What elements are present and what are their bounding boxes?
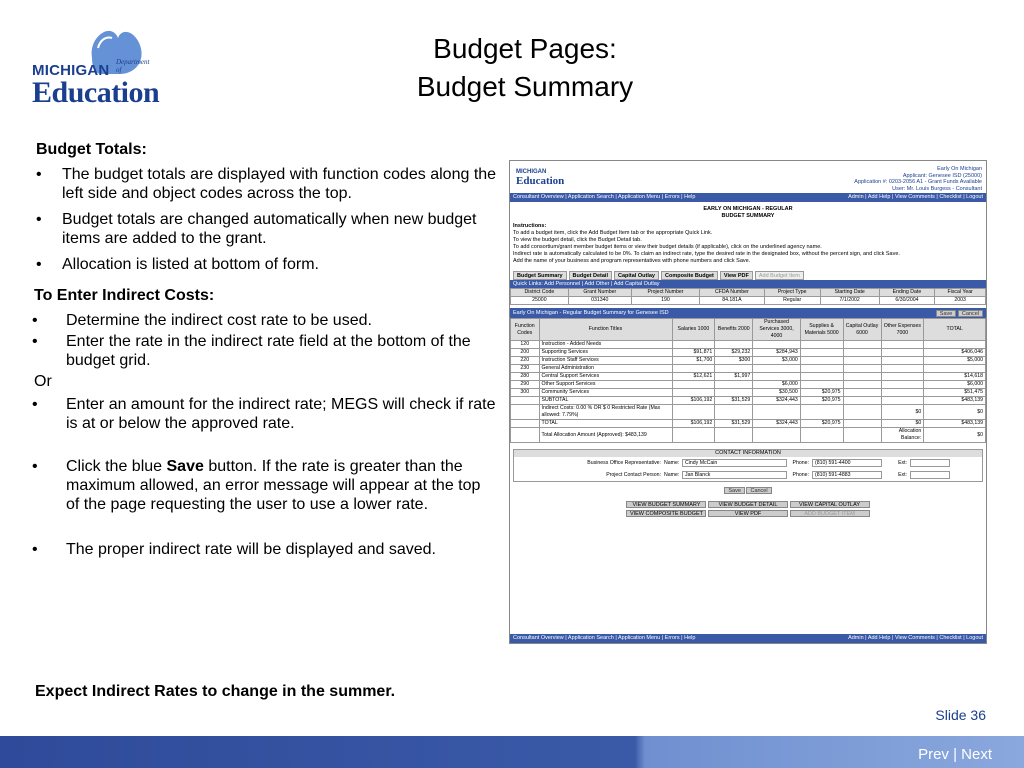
- table-cell: $483,139: [924, 420, 986, 428]
- project-name-input[interactable]: Jan Blanck: [682, 471, 787, 479]
- business-ext-input[interactable]: [910, 459, 950, 467]
- bullet: • Determine the indirect cost rate to be used.: [28, 311, 498, 330]
- table-cell[interactable]: Central Support Services: [539, 373, 672, 381]
- table-row: [511, 373, 986, 381]
- business-label: Business Office Representative:: [587, 459, 661, 466]
- contact-information: [513, 449, 983, 482]
- top-nav-right[interactable]: Admin | Add Help | View Comments | Checklist | Logout: [848, 194, 983, 200]
- table-cell: [715, 381, 753, 389]
- column-header: Ending Date: [879, 289, 935, 297]
- instruction-item: Add the name of your business and program representatives with phone numbers and click Save.: [513, 258, 751, 264]
- bottom-save-row: [510, 487, 986, 495]
- table-row: [511, 319, 986, 341]
- table-row: [511, 420, 986, 428]
- table-cell: [511, 420, 540, 428]
- table-cell: $406,046: [924, 349, 986, 357]
- instruction-item: To view the budget detail, click the Budget Detail tab.: [513, 237, 642, 243]
- table-cell: $31,529: [715, 397, 753, 405]
- table-cell: $324,443: [753, 397, 801, 405]
- table-cell: [881, 397, 924, 405]
- cancel-button[interactable]: Cancel: [958, 310, 983, 317]
- table-cell: [881, 389, 924, 397]
- table-cell: 6/30/2004: [879, 297, 935, 305]
- add-budget-item-button[interactable]: ADD BUDGET ITEM: [790, 510, 870, 517]
- bottom-nav-left[interactable]: Consultant Overview | Application Search | Application Menu | Errors | Help: [513, 635, 696, 641]
- or-text: Or: [34, 373, 52, 390]
- table-cell: [672, 341, 715, 349]
- contact-header: CONTACT INFORMATION: [514, 450, 982, 457]
- top-nav-left[interactable]: Consultant Overview | Application Search | Application Menu | Errors | Help: [513, 194, 696, 200]
- click-prefix: Click the blue: [66, 458, 167, 475]
- bullet: • The budget totals are displayed with function codes along the left side and object codes across the top.: [28, 165, 498, 203]
- table-cell: [843, 405, 881, 420]
- table-cell: [753, 365, 801, 373]
- table-cell: [881, 365, 924, 373]
- instructions: [510, 220, 986, 268]
- click-suffix: button. If the rate is greater than the maximum allowed, an error message will appear at the top of the page requesting the user to use a lower rate.: [66, 458, 481, 513]
- table-cell: [753, 373, 801, 381]
- bullet: • Budget totals are changed automatically when new budget items are added to the grant.: [28, 210, 498, 248]
- table-cell: [715, 389, 753, 397]
- table-cell: $14,618: [924, 373, 986, 381]
- table-cell: $12,621: [672, 373, 715, 381]
- table-row: [511, 389, 986, 397]
- table-cell: [511, 397, 540, 405]
- table-cell: [800, 357, 843, 365]
- screenshot-logo: [516, 169, 564, 187]
- table-cell: [800, 341, 843, 349]
- table-cell: 230: [511, 365, 540, 373]
- table-row: [511, 365, 986, 373]
- table-cell: [843, 357, 881, 365]
- business-phone-input[interactable]: (810) 591-4400: [812, 459, 882, 467]
- table-cell: [715, 341, 753, 349]
- logo-dept: Department of: [116, 58, 150, 74]
- table-cell: $5,000: [924, 357, 986, 365]
- project-label: Project Contact Person:: [606, 471, 661, 478]
- budget-body: [511, 341, 986, 443]
- table-cell[interactable]: TOTAL: [539, 420, 672, 428]
- tab-capital-outlay[interactable]: Capital Outlay: [614, 271, 659, 280]
- column-header: Supplies & Materials 5000: [800, 319, 843, 341]
- expect-note: Expect Indirect Rates to change in the summer.: [35, 683, 396, 700]
- tab-bar: [510, 271, 986, 280]
- table-cell: [715, 405, 753, 420]
- table-cell: [800, 365, 843, 373]
- table-cell: 031340: [568, 297, 631, 305]
- nav-separator: |: [953, 746, 957, 763]
- table-cell[interactable]: Instruction Staff Services: [539, 357, 672, 365]
- header-info: [854, 166, 982, 192]
- table-cell[interactable]: Indirect Costs: 0.00 % OR $ 0 Restricted Rate (Max allowed: 7.79%): [539, 405, 672, 420]
- table-cell: $483,139: [924, 397, 986, 405]
- table-cell: $29,232: [715, 349, 753, 357]
- info-line: User: Mr. Louis Burgess - Consultant: [892, 185, 982, 192]
- view-budget-summary-button[interactable]: VIEW BUDGET SUMMARY: [626, 501, 706, 508]
- instruction-item: To add consortium/grant member budget items or view their budget details (if applicable), click on the underlined agency name.: [513, 244, 822, 250]
- prev-link[interactable]: Prev: [918, 746, 949, 763]
- table-cell: $0: [881, 405, 924, 420]
- table-row: [511, 289, 986, 297]
- next-link[interactable]: Next: [961, 746, 992, 763]
- column-header: Salaries 1000: [672, 319, 715, 341]
- title-line-1: Budget Pages:: [433, 33, 617, 64]
- table-cell: [881, 341, 924, 349]
- table-row: [511, 297, 986, 305]
- table-cell: [881, 373, 924, 381]
- column-header: CFDA Number: [700, 289, 764, 297]
- business-contact-row: [514, 457, 982, 469]
- project-contact-row: [514, 469, 982, 481]
- bullet: • Enter the rate in the indirect rate field at the bottom of the budget grid.: [28, 332, 498, 370]
- table-cell[interactable]: Instruction - Added Needs: [539, 341, 672, 349]
- column-header: Grant Number: [568, 289, 631, 297]
- program-heading: EARLY ON MICHIGAN - REGULAR: [703, 206, 793, 212]
- name-label: Name:: [664, 459, 680, 466]
- slide-body: [28, 140, 498, 566]
- view-budget-detail-button[interactable]: VIEW BUDGET DETAIL: [708, 501, 788, 508]
- table-cell: $106,192: [672, 397, 715, 405]
- table-cell: [843, 420, 881, 428]
- name-label: Name:: [664, 471, 680, 478]
- ext-label: Ext:: [898, 471, 907, 478]
- table-cell: $300: [715, 357, 753, 365]
- instruction-item: Indirect rate is automatically calculated to be 0%. To claim an indirect rate, type the desired rate in the designated box, without the percent sign, and click Save.: [513, 251, 900, 257]
- table-cell: $31,529: [715, 420, 753, 428]
- table-cell: 200: [511, 349, 540, 357]
- tab-view-pdf[interactable]: View PDF: [720, 271, 753, 280]
- table-cell: [843, 389, 881, 397]
- table-cell: $0: [924, 405, 986, 420]
- table-cell: Regular: [764, 297, 820, 305]
- table-cell[interactable]: Community Services: [539, 389, 672, 397]
- table-cell: 7/1/2002: [820, 297, 879, 305]
- column-header: Project Number: [631, 289, 699, 297]
- slide-title: [330, 30, 720, 106]
- table-cell: $20,975: [800, 420, 843, 428]
- table-cell: [715, 365, 753, 373]
- bottom-nav-right[interactable]: Admin | Add Help | View Comments | Checklist | Logout: [848, 635, 983, 641]
- view-buttons: [510, 501, 986, 518]
- indirect-heading: To Enter Indirect Costs:: [34, 287, 215, 304]
- table-row: [511, 397, 986, 405]
- bullet-save: [28, 457, 498, 514]
- quick-links[interactable]: Quick Links: Add Personnel | Add Other | Add Capital Outlay: [510, 280, 986, 288]
- table-cell[interactable]: Total Allocation Amount (Approved): $483,139: [539, 428, 672, 443]
- table-cell: 2003: [935, 297, 986, 305]
- column-header: Starting Date: [820, 289, 879, 297]
- logo-state: MICHIGAN: [516, 169, 547, 175]
- info-line: Early On Michigan: [937, 166, 982, 172]
- table-cell: [672, 389, 715, 397]
- table-cell: $6,000: [753, 381, 801, 389]
- table-cell: 300: [511, 389, 540, 397]
- budget-totals-list: [28, 165, 498, 274]
- instructions-label: Instructions:: [513, 223, 547, 229]
- table-cell: $1,997: [715, 373, 753, 381]
- column-header: Other Expenses 7000: [881, 319, 924, 341]
- table-cell: $20,975: [800, 389, 843, 397]
- table-cell[interactable]: Supporting Services: [539, 349, 672, 357]
- bullet: • Enter an amount for the indirect rate; MEGS will check if rate is at or below the approved rate.: [28, 395, 498, 433]
- column-header: Function Titles: [539, 319, 672, 341]
- view-pdf-button[interactable]: VIEW PDF: [708, 510, 788, 517]
- title-line-2: Budget Summary: [416, 71, 634, 102]
- table-cell: [672, 365, 715, 373]
- table-row: [511, 405, 986, 420]
- tab-composite-budget[interactable]: Composite Budget: [661, 271, 718, 280]
- bottom-nav-bar: [510, 634, 986, 643]
- table-cell: [672, 405, 715, 420]
- project-phone-input[interactable]: (810) 591-4883: [812, 471, 882, 479]
- column-header: Function Codes: [511, 319, 540, 341]
- business-name-input[interactable]: Cindy McCain: [682, 459, 787, 467]
- indirect-list-b: [28, 395, 498, 559]
- table-cell: [672, 428, 715, 443]
- summary-heading: BUDGET SUMMARY: [721, 213, 775, 219]
- table-cell: [924, 365, 986, 373]
- table-cell: [800, 373, 843, 381]
- phone-label: Phone:: [792, 471, 809, 478]
- table-cell: $0: [881, 420, 924, 428]
- table-cell: [843, 373, 881, 381]
- table-cell: 280: [511, 373, 540, 381]
- table-row: [511, 381, 986, 389]
- screenshot-header: [510, 161, 986, 193]
- column-header: Fiscal Year: [935, 289, 986, 297]
- grant-info-table: [510, 288, 986, 305]
- column-header: Project Type: [764, 289, 820, 297]
- column-header: TOTAL: [924, 319, 986, 341]
- logo-agency: Education: [32, 76, 160, 109]
- logo-state: MICHIGAN: [32, 62, 110, 79]
- table-cell[interactable]: Other Support Services: [539, 381, 672, 389]
- view-composite-budget-button[interactable]: VIEW COMPOSITE BUDGET: [626, 510, 706, 517]
- table-cell: $324,443: [753, 420, 801, 428]
- table-cell: [843, 365, 881, 373]
- view-capital-outlay-button[interactable]: VIEW CAPITAL OUTLAY: [790, 501, 870, 508]
- table-cell: $284,943: [753, 349, 801, 357]
- tab-add-budget-item[interactable]: Add Budget Item: [755, 271, 804, 280]
- table-cell: [843, 341, 881, 349]
- budget-summary-bar: [510, 308, 986, 318]
- table-cell: $106,192: [672, 420, 715, 428]
- instruction-item: To add a budget item, click the Add Budget Item tab or the appropriate Quick Link.: [513, 230, 713, 236]
- table-cell: $3,000: [753, 357, 801, 365]
- phone-label: Phone:: [792, 459, 809, 466]
- table-cell: [924, 341, 986, 349]
- table-cell: 290: [511, 381, 540, 389]
- slide-nav: [918, 746, 992, 763]
- top-nav-bar: [510, 193, 986, 202]
- table-cell: [715, 428, 753, 443]
- table-cell: $51,475: [924, 389, 986, 397]
- table-cell: [753, 341, 801, 349]
- table-cell: [800, 381, 843, 389]
- table-cell: [753, 405, 801, 420]
- table-cell: 190: [631, 297, 699, 305]
- table-row: [511, 428, 986, 443]
- table-cell: [843, 428, 881, 443]
- table-cell: 120: [511, 341, 540, 349]
- column-header: Capital Outlay 6000: [843, 319, 881, 341]
- table-cell: 25000: [511, 297, 569, 305]
- michigan-education-logo: [30, 18, 180, 110]
- tab-budget-detail[interactable]: Budget Detail: [569, 271, 612, 280]
- table-cell: $30,500: [753, 389, 801, 397]
- ext-label: Ext:: [898, 459, 907, 466]
- table-cell: [800, 405, 843, 420]
- table-row: [511, 349, 986, 357]
- table-row: [511, 341, 986, 349]
- info-line: Applicant: Genesee ISD (25000): [902, 172, 982, 179]
- cancel-button-bottom[interactable]: Cancel: [746, 487, 771, 494]
- table-cell: $6,000: [924, 381, 986, 389]
- summary-title[interactable]: Early On Michigan - Regular Budget Summary for Genesee ISD: [513, 310, 669, 316]
- save-button[interactable]: Save: [936, 310, 957, 317]
- table-cell[interactable]: General Administration: [539, 365, 672, 373]
- logo-agency: Education: [516, 175, 565, 187]
- table-cell: [881, 357, 924, 365]
- table-cell: [753, 428, 801, 443]
- table-cell: $1,700: [672, 357, 715, 365]
- table-cell: [881, 381, 924, 389]
- project-ext-input[interactable]: [910, 471, 950, 479]
- save-word: Save: [166, 458, 204, 475]
- table-cell: 84.181A: [700, 297, 764, 305]
- info-line: Application #: 0203-2056 A1 - Grant Funds Available: [854, 179, 982, 185]
- table-cell: [511, 405, 540, 420]
- footer-bar: [0, 736, 1024, 768]
- table-cell: Allocation Balance:: [881, 428, 924, 443]
- table-row: [511, 357, 986, 365]
- table-cell[interactable]: SUBTOTAL: [539, 397, 672, 405]
- table-cell: [800, 349, 843, 357]
- table-cell: [881, 349, 924, 357]
- table-cell: $20,975: [800, 397, 843, 405]
- tab-budget-summary[interactable]: Budget Summary: [513, 271, 567, 280]
- slide-number: Slide 36: [935, 707, 986, 723]
- column-header: Benefits 2000: [715, 319, 753, 341]
- table-cell: $0: [924, 428, 986, 443]
- table-cell: [843, 349, 881, 357]
- megs-screenshot: [509, 160, 987, 644]
- bullet: • The proper indirect rate will be displayed and saved.: [28, 540, 498, 559]
- column-header: District Code: [511, 289, 569, 297]
- table-cell: [843, 381, 881, 389]
- table-cell: [672, 381, 715, 389]
- budget-grid: [510, 318, 986, 443]
- table-cell: 220: [511, 357, 540, 365]
- table-cell: [800, 428, 843, 443]
- table-cell: $91,871: [672, 349, 715, 357]
- table-cell: [511, 428, 540, 443]
- column-header: Purchased Services 3000, 4000: [753, 319, 801, 341]
- bullet: • Allocation is listed at bottom of form.: [28, 255, 498, 274]
- table-cell: [843, 397, 881, 405]
- budget-totals-heading: Budget Totals:: [36, 141, 147, 158]
- save-button-bottom[interactable]: Save: [724, 487, 745, 494]
- indirect-list: [28, 311, 498, 370]
